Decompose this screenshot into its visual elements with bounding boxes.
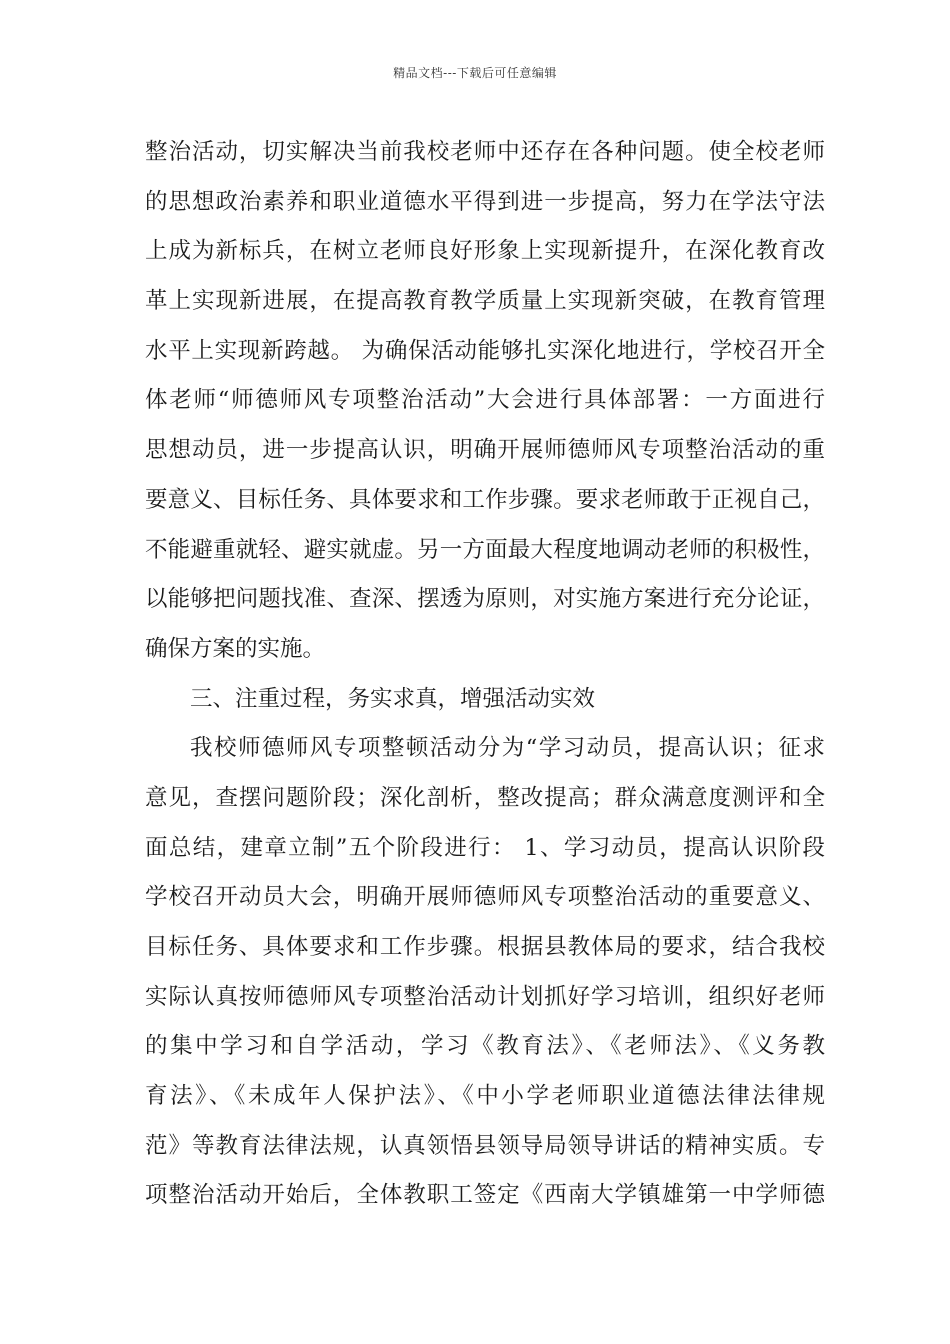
text-line: 不能避重就轻、避实就虚。另一方面最大程度地调动老师的积极性，	[145, 536, 825, 563]
section-heading: 三、注重过程，务实求真，增强活动实效	[190, 685, 596, 712]
text-line: 体老师“师德师风专项整治活动”大会进行具体部署：一方面进行	[145, 387, 825, 414]
text-line: 确保方案的实施。	[145, 635, 326, 662]
text-line: 学校召开动员大会，明确开展师德师风专项整治活动的重要意义、	[145, 884, 825, 911]
text-line: 思想动员，进一步提高认识，明确开展师德师风专项整治活动的重	[145, 437, 825, 464]
text-line: 目标任务、具体要求和工作步骤。根据县教体局的要求，结合我校	[145, 934, 825, 960]
text-line: 革上实现新进展，在提高教育教学质量上实现新突破，在教育管理	[145, 288, 825, 315]
text-line: 意见，查摆问题阶段；深化剖析，整改提高；群众满意度测评和全	[145, 784, 825, 811]
text-line: 水平上实现新跨越。 为确保活动能够扎实深化地进行，学校召开全	[145, 337, 825, 364]
text-line: 以能够把问题找准、查深、摆透为原则，对实施方案进行充分论证，	[145, 586, 825, 613]
text-line: 整治活动，切实解决当前我校老师中还存在各种问题。使全校老师	[145, 139, 825, 165]
text-line: 面总结，建章立制”五个阶段进行： 1、学习动员，提高认识阶段	[145, 834, 825, 861]
text-line: 上成为新标兵，在树立老师良好形象上实现新提升，在深化教育改	[145, 238, 825, 265]
text-line: 的思想政治素养和职业道德水平得到进一步提高，努力在学法守法	[145, 188, 825, 215]
text-line: 的集中学习和自学活动，学习《教育法》、《老师法》、《义务教	[145, 1033, 825, 1060]
document-body	[145, 128, 825, 1221]
text-line: 项整治活动开始后，全体教职工签定《西南大学镇雄第一中学师德	[145, 1182, 825, 1209]
page-header: 精品文档---下载后可任意编辑	[393, 66, 557, 80]
text-line: 实际认真按师德师风专项整治活动计划抓好学习培训，组织好老师	[145, 983, 825, 1010]
text-line: 范》等教育法律法规，认真领悟县领导局领导讲话的精神实质。专	[145, 1132, 825, 1159]
text-line: 我校师德师风专项整顿活动分为“学习动员，提高认识；征求	[190, 735, 825, 762]
text-line: 要意义、目标任务、具体要求和工作步骤。要求老师敢于正视自己，	[145, 486, 825, 513]
text-line: 育法》、《未成年人保护法》、《中小学老师职业道德法律法律规	[145, 1083, 825, 1110]
